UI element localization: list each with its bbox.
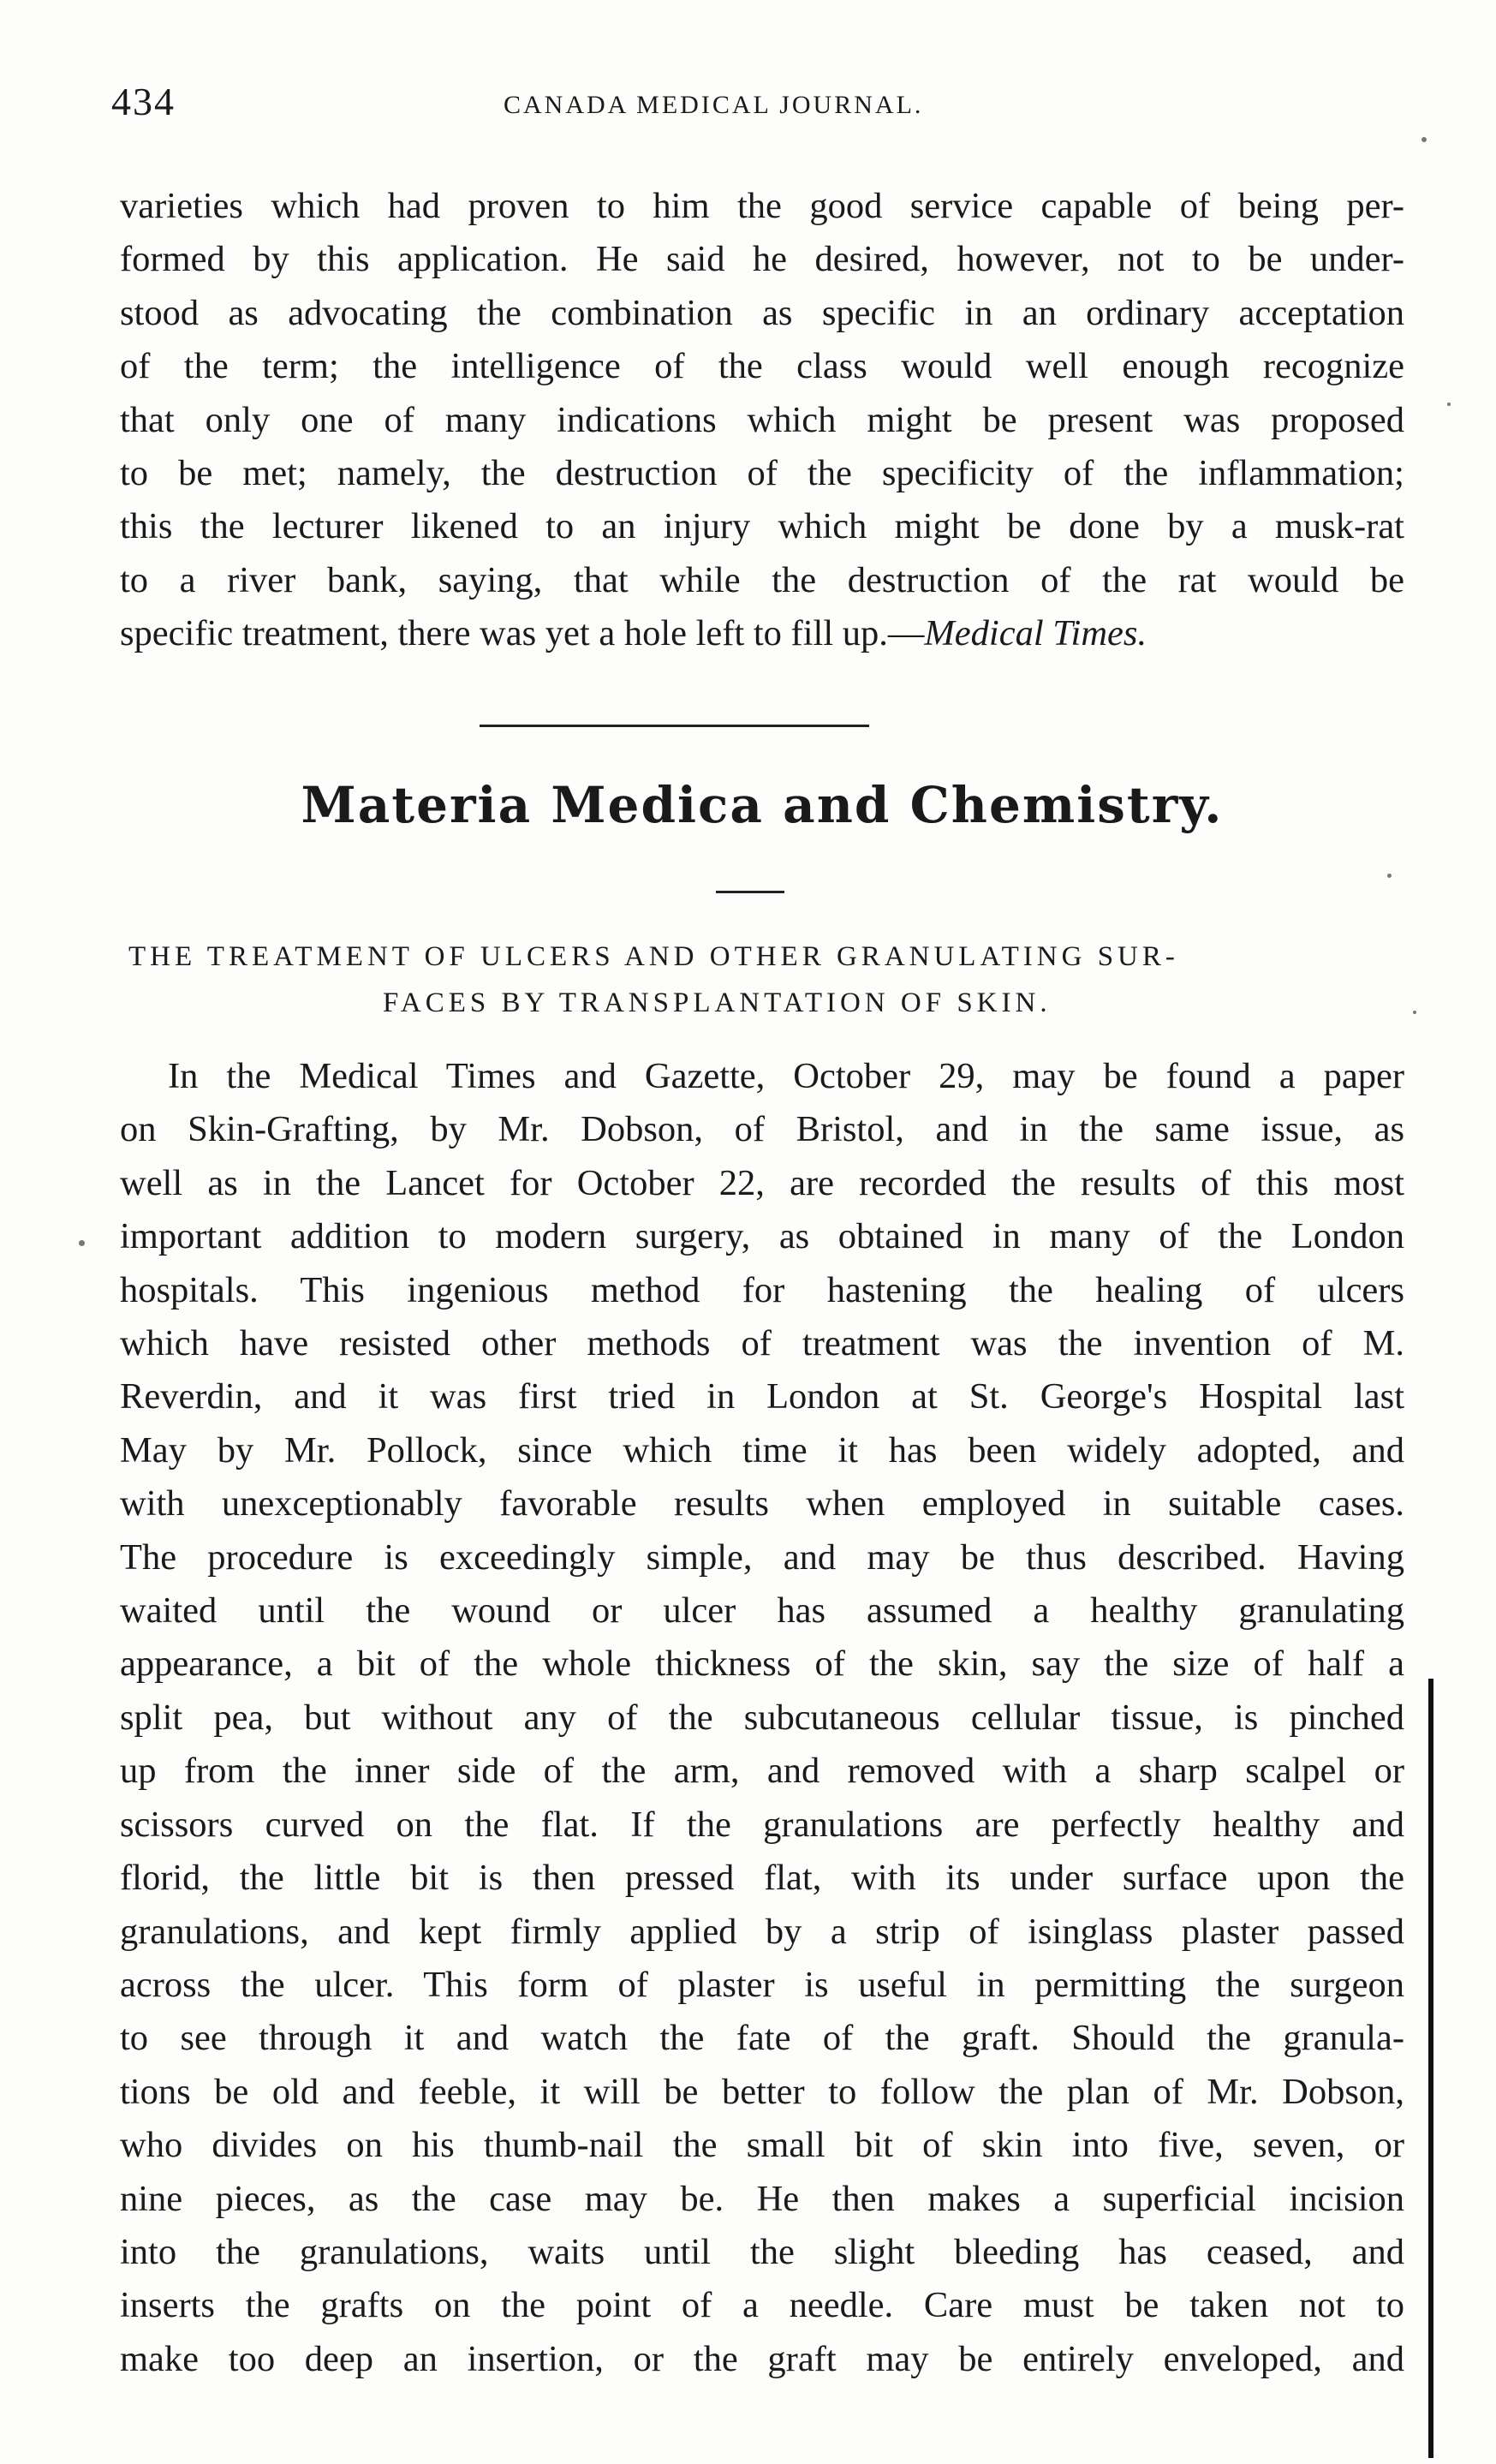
page-number: 434: [111, 80, 176, 123]
section-heading: Materia Medica and Chemistry.: [301, 776, 1224, 834]
citation: Medical Times.: [924, 613, 1147, 654]
text-line: inserts the grafts on the point of a needle. Care must be taken not to: [120, 2285, 1404, 2326]
text-line: across the ulcer. This form of plaster is useful in permitting the surgeon: [120, 1964, 1404, 2005]
text-line: up from the inner side of the arm, and removed with a sharp scalpel or: [120, 1751, 1404, 1792]
scan-speck: [1447, 403, 1451, 406]
scan-speck: [1387, 874, 1392, 878]
text-line: well as in the Lancet for October 22, are recorded the results of this most: [120, 1162, 1404, 1203]
text-line: waited until the wound or ulcer has assumed a healthy granulating: [120, 1590, 1404, 1632]
text-line: on Skin-Grafting, by Mr. Dobson, of Bristol, and in the same issue, as: [120, 1109, 1404, 1150]
text-line: May by Mr. Pollock, since which time it has been widely adopted, and: [120, 1429, 1404, 1471]
text-line: important addition to modern surgery, as obtained in many of the London: [120, 1216, 1404, 1257]
scan-speck: [1421, 137, 1427, 142]
text-line: split pea, but without any of the subcutaneous cellular tissue, is pinched: [120, 1697, 1404, 1738]
scan-margin-bar: [1428, 1679, 1433, 2458]
article-title-line: THE TREATMENT OF ULCERS AND OTHER GRANULATING SUR-: [128, 941, 1179, 972]
text-line: florid, the little bit is then pressed flat, with its under surface upon the: [120, 1858, 1404, 1899]
article-title: [120, 934, 1421, 1026]
text-line: formed by this application. He said he desired, however, not to be under-: [120, 239, 1404, 280]
text-line: to be met; namely, the destruction of the specificity of the inflammation;: [120, 453, 1404, 494]
article-body: [120, 1050, 1404, 2386]
continued-paragraph: [120, 180, 1404, 661]
text-line: granulations, and kept firmly applied by a strip of isinglass plaster passed: [120, 1911, 1404, 1952]
text-line: who divides on his thumb-nail the small bit of skin into five, seven, or: [120, 2125, 1404, 2166]
article-title-line: FACES BY TRANSPLANTATION OF SKIN.: [383, 987, 1052, 1018]
text-line: varieties which had proven to him the good service capable of being per-: [120, 186, 1404, 226]
running-head: [111, 79, 1413, 130]
text-line: to a river bank, saying, that while the destruction of the rat would be: [120, 559, 1404, 600]
scan-speck: [79, 1240, 85, 1246]
section-divider-rule: [480, 725, 869, 727]
text-line: to see through it and watch the fate of the graft. Should the granula-: [120, 2018, 1404, 2059]
text-line: tions be old and feeble, it will be better to follow the plan of Mr. Dobson,: [120, 2071, 1404, 2112]
text-line: that only one of many indications which might be present was proposed: [120, 399, 1404, 440]
text-line: appearance, a bit of the whole thickness of the skin, say the size of half a: [120, 1644, 1404, 1685]
text-line: which have resisted other methods of treatment was the invention of M.: [120, 1323, 1404, 1364]
text-line: of the term; the intelligence of the class would well enough recognize: [120, 346, 1404, 387]
text-fragment: specific treatment, there was yet a hole left to fill up.—: [120, 613, 925, 654]
text-line: hospitals. This ingenious method for hastening the healing of ulcers: [120, 1269, 1404, 1310]
text-line: The procedure is exceedingly simple, and may be thus described. Having: [120, 1536, 1404, 1578]
text-line: In the Medical Times and Gazette, October 29, may be found a paper: [168, 1056, 1404, 1096]
text-line: Reverdin, and it was first tried in London at St. George's Hospital last: [120, 1376, 1404, 1417]
text-line-with-citation: [120, 607, 1404, 660]
text-line: nine pieces, as the case may be. He then makes a superficial incision: [120, 2178, 1404, 2219]
text-line: scissors curved on the flat. If the granulations are perfectly healthy and: [120, 1804, 1404, 1845]
scan-speck: [1413, 1011, 1416, 1014]
text-line: into the granulations, waits until the slight bleeding has ceased, and: [120, 2231, 1404, 2272]
heading-underline-rule: [716, 891, 784, 893]
text-line: with unexceptionably favorable results when employed in suitable cases.: [120, 1483, 1404, 1524]
text-line: this the lecturer likened to an injury which might be done by a musk-rat: [120, 506, 1404, 547]
journal-title: CANADA MEDICAL JOURNAL.: [504, 91, 924, 119]
text-line: stood as advocating the combination as specific in an ordinary acceptation: [120, 292, 1404, 333]
text-line: make too deep an insertion, or the graft may be entirely enveloped, and: [120, 2338, 1404, 2379]
